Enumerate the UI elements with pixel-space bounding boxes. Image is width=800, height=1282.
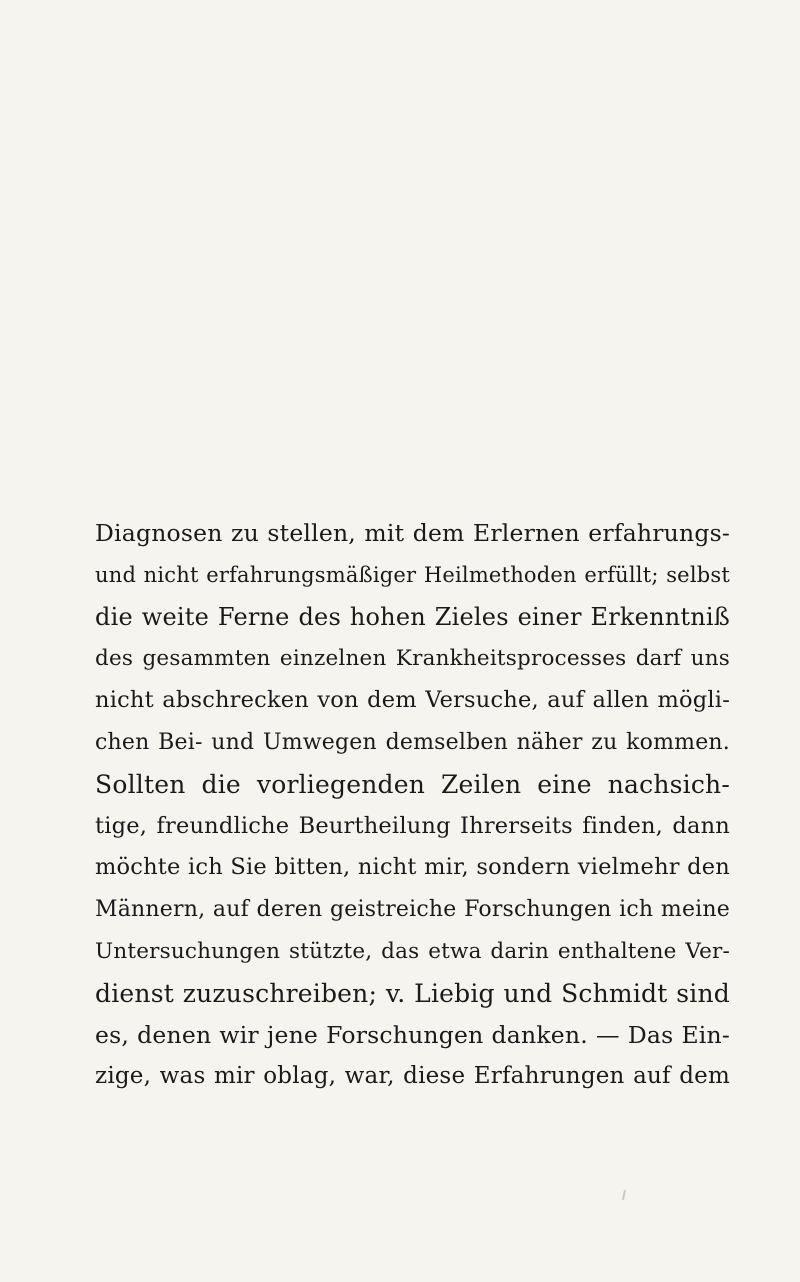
text-line: zige, was mir oblag, war, diese Erfahrungen auf dem <box>95 1063 730 1090</box>
text-line: tige, freundliche Beurtheilung Ihrerseits finden, dann <box>95 812 730 839</box>
text-line: und nicht erfahrungsmäßiger Heilmethoden erfüllt; selbst <box>95 562 730 587</box>
text-line: möchte ich Sie bitten, nicht mir, sondern vielmehr den <box>95 854 730 881</box>
text-line: Diagnosen zu stellen, mit dem Erlernen erfahrungs- <box>95 519 730 547</box>
body-text <box>95 513 730 1098</box>
text-line: die weite Ferne des hohen Zieles einer Erkenntniß <box>95 602 730 631</box>
text-line: Untersuchungen stützte, das etwa darin enthaltene Ver- <box>95 938 730 964</box>
text-line: nicht abschrecken von dem Versuche, auf allen mögli- <box>95 687 730 714</box>
text-line: Sollten die vorliegenden Zeilen eine nachsich- <box>95 769 730 799</box>
text-line: chen Bei- und Umwegen demselben näher zu kommen. <box>95 729 730 755</box>
text-line: des gesammten einzelnen Krankheitsprocesses darf uns <box>95 646 730 672</box>
text-line: dienst zuzuschreiben; v. Liebig und Schmidt sind <box>95 978 730 1008</box>
text-line: es, denen wir jene Forschungen danken. — Das Ein- <box>95 1020 730 1049</box>
paper-speck <box>622 1190 626 1200</box>
text-line: Männern, auf deren geistreiche Forschungen ich meine <box>95 897 730 923</box>
